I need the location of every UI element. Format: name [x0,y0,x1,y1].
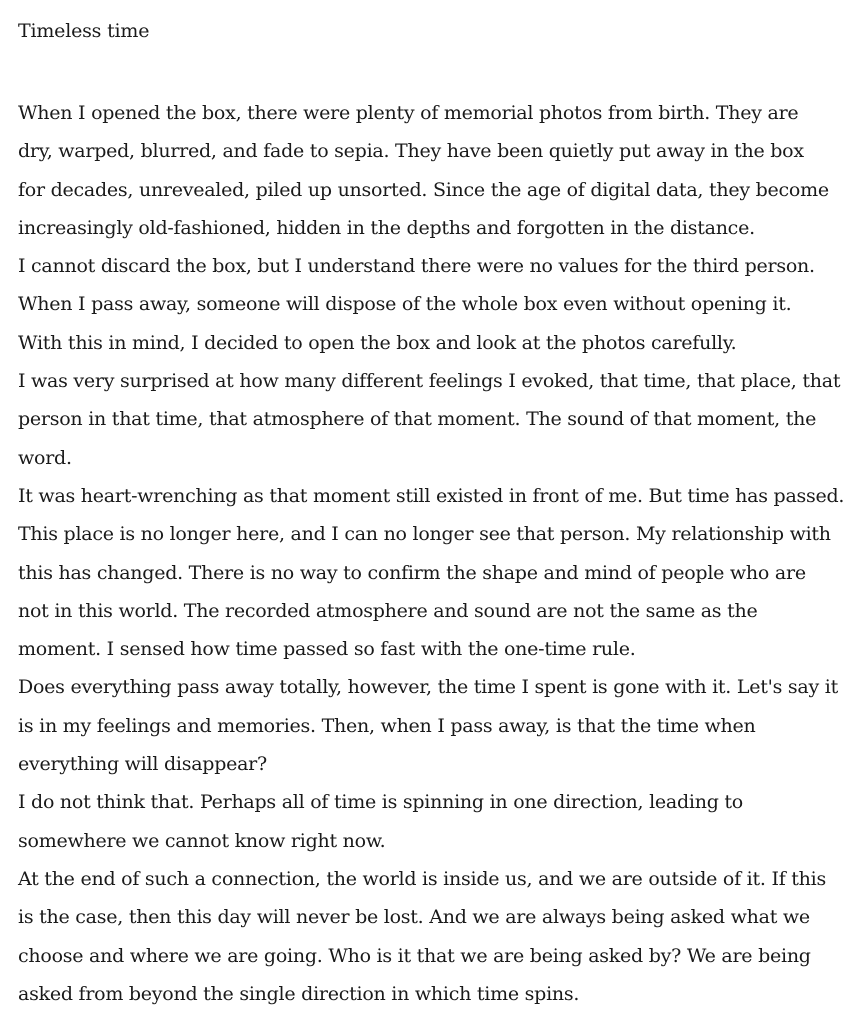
text-line: is in my feelings and memories. Then, when I pass away, is that the time when [18,714,756,737]
text-line: At the end of such a connection, the world is inside us, and we are outside of it. If this [18,867,826,890]
text-line: for decades, unrevealed, piled up unsorted. Since the age of digital data, they become [18,178,829,201]
text-line: person in that time, that atmosphere of that moment. The sound of that moment, the [18,408,817,431]
text-line: This place is no longer here, and I can no longer see that person. My relationship with [18,523,831,546]
text-line: I cannot discard the box, but I understand there were no values for the third person. [18,255,815,278]
text-line: somewhere we cannot know right now. [18,829,386,852]
document-title: Timeless time [18,20,150,42]
text-line: When I opened the box, there were plenty of memorial photos from birth. They are [18,102,799,124]
text-line: moment. I sensed how time passed so fast with the one-time rule. [18,638,636,661]
text-line: dry, warped, blurred, and fade to sepia. They have been quietly put away in the box [18,140,804,163]
text-line: When I pass away, someone will dispose of the whole box even without opening it. [18,293,792,316]
text-line: not in this world. The recorded atmosphere and sound are not the same as the [18,599,758,622]
text-line: It was heart-wrenching as that moment still existed in front of me. But time has passed. [18,484,845,507]
text-line: choose and where we are going. Who is it that we are being asked by? We are being [18,944,811,967]
text-line: everything will disappear? [18,753,267,776]
text-line: Does everything pass away totally, however, the time I spent is gone with it. Let's say it [18,676,838,699]
text-line: asked from beyond the single direction in which time spins. [18,982,580,1005]
document-body [18,94,849,1013]
text-line: word. [18,446,72,469]
text-line: With this in mind, I decided to open the box and look at the photos carefully. [18,331,737,354]
text-line: is the case, then this day will never be lost. And we are always being asked what we [18,906,810,929]
text-line: increasingly old-fashioned, hidden in the depths and forgotten in the distance. [18,216,755,239]
text-line: I was very surprised at how many different feelings I evoked, that time, that place, that [18,370,841,393]
text-line: this has changed. There is no way to confirm the shape and mind of people who are [18,561,806,584]
text-line: I do not think that. Perhaps all of time is spinning in one direction, leading to [18,791,743,814]
